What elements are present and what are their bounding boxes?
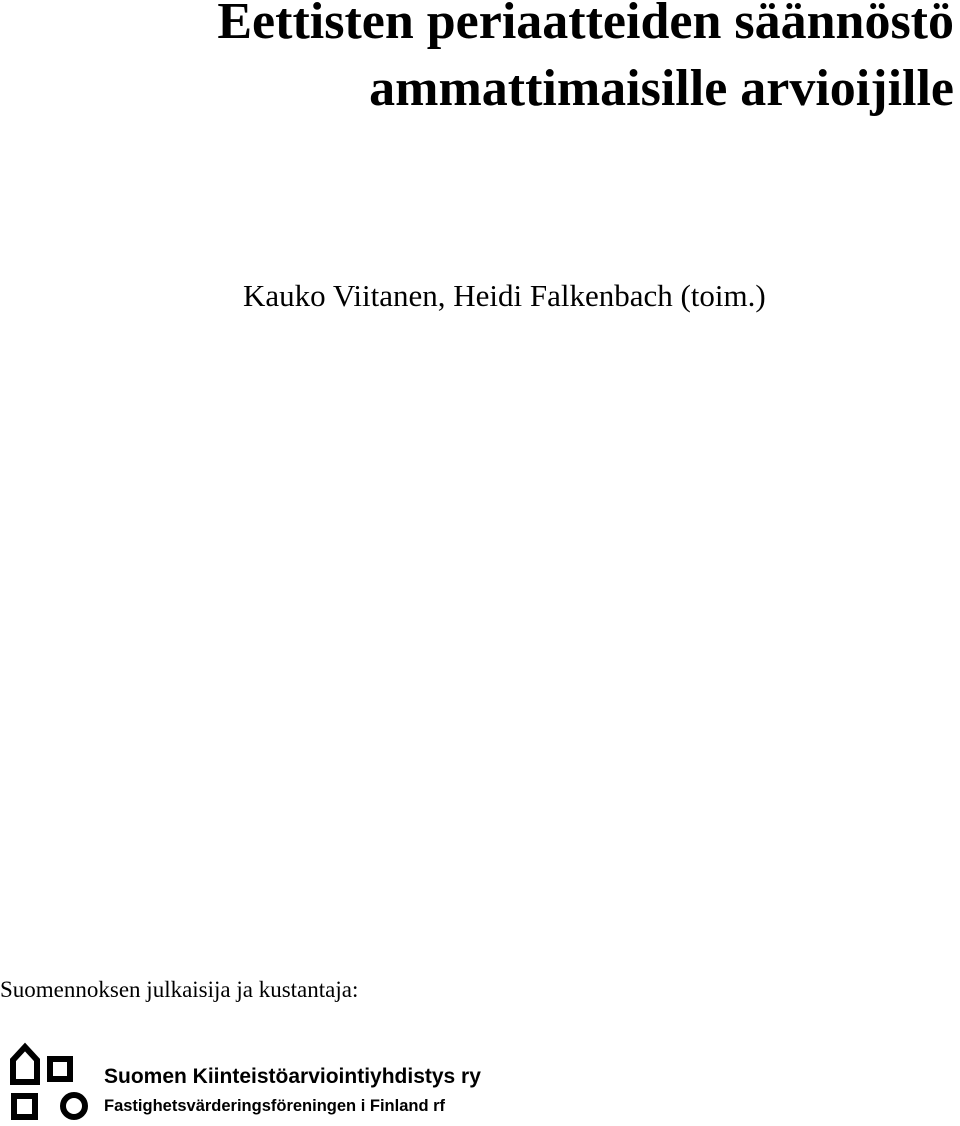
editors-line: Kauko Viitanen, Heidi Falkenbach (toim.) xyxy=(243,278,766,313)
publisher-label: Suomennoksen julkaisija ja kustantaja: xyxy=(0,977,359,1002)
publisher-name-swedish: Fastighetsvärderingsföreningen i Finland rf xyxy=(104,1097,446,1115)
house-square-circle-logo-icon xyxy=(8,1042,92,1126)
title-line-1: Eettisten periaatteiden säännöstö xyxy=(217,0,954,50)
title-line-2: ammattimaisille arvioijille xyxy=(369,60,954,117)
publisher-name-finnish: Suomen Kiinteistöarviointiyhdistys ry xyxy=(104,1065,481,1088)
document-title xyxy=(217,0,954,122)
